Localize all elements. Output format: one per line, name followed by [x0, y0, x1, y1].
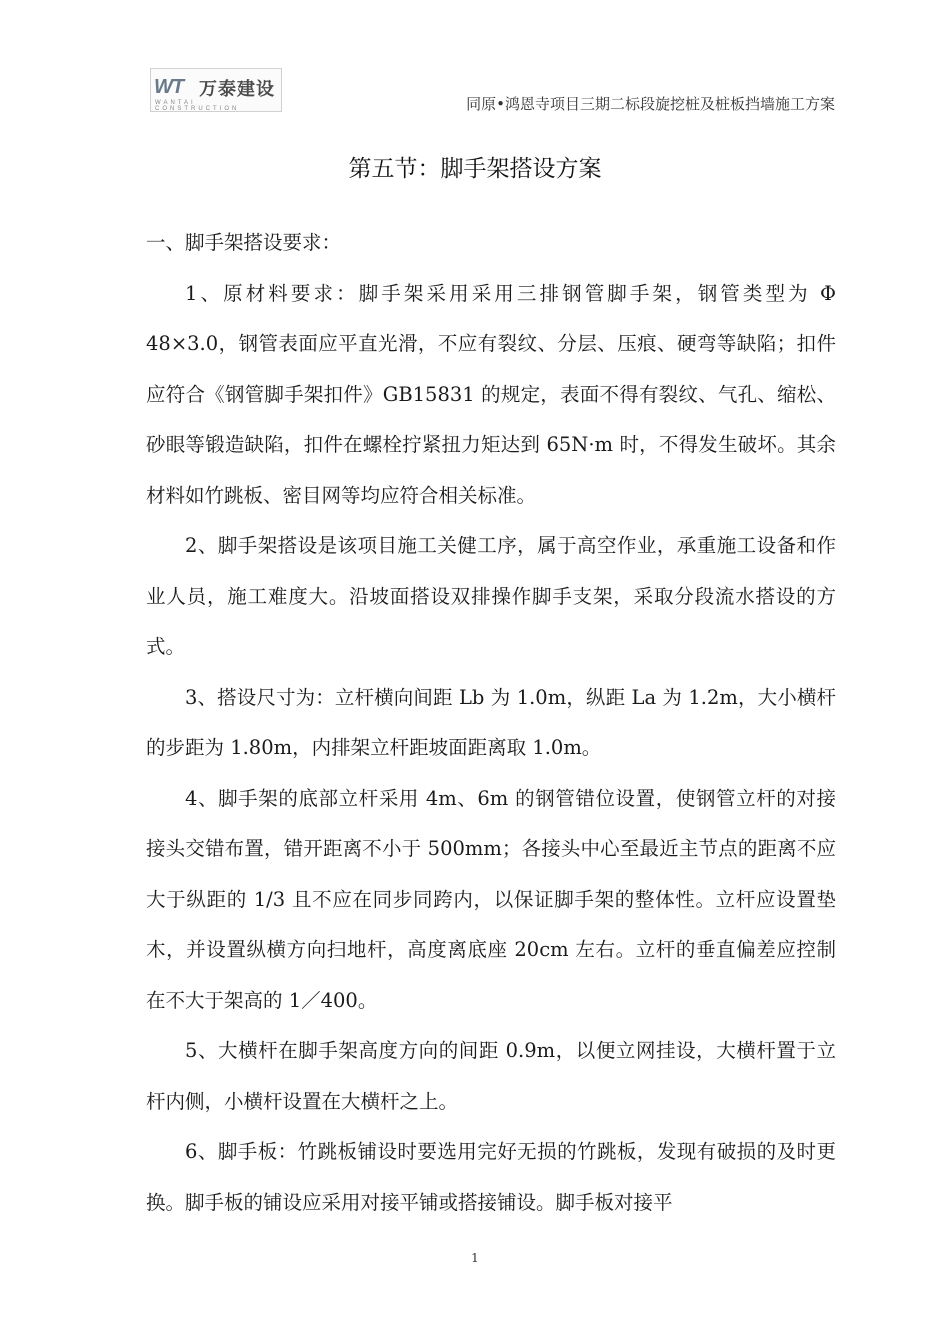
paragraph-dimensions: 3、搭设尺寸为：立杆横向间距 Lb 为 1.0m，纵距 La 为 1.2m，大小横杆的步距为 1.80m，内排架立杆距坡面距离取 1.0m。 [146, 685, 836, 759]
logo-company-name: 万泰建设 [199, 79, 275, 100]
subsection-heading: 一、脚手架搭设要求： [146, 231, 342, 254]
paragraph-upright-poles: 4、脚手架的底部立杆采用 4m、6m 的钢管错位设置，使钢管立杆的对接接头交错布置，错开距离不小于 500mm；各接头中心至最近主节点的距离不应大于纵距的 1/3 且不应在同步同跨内，以保证脚手架的整体性。立杆应设置垫木，并设置纵横方向扫地杆，高度离底座 20cm 左右。立杆的垂直偏差应控制在不大于架高的 1／400。 [146, 786, 836, 1012]
paragraph-scaffold-boards: 6、脚手板：竹跳板铺设时要选用完好无损的竹跳板，发现有破损的及时更换。脚手板的铺设应采用对接平铺或搭接铺设。脚手板对接平 [146, 1140, 836, 1214]
paragraph-horizontal-bars: 5、大横杆在脚手架高度方向的间距 0.9m，以便立网挂设，大横杆置于立杆内侧，小横杆设置在大横杆之上。 [146, 1039, 836, 1113]
logo-mark: WT [154, 76, 184, 98]
page-number: 1 [471, 1251, 479, 1265]
running-header: 同原•鸿恩寺项目三期二标段旋挖桩及桩板挡墙施工方案 [466, 95, 835, 113]
document-body [146, 218, 836, 1228]
paragraph-materials: 1、原材料要求：脚手架采用采用三排钢管脚手架，钢管类型为 Φ 48×3.0，钢管表面应平直光滑，不应有裂纹、分层、压痕、硬弯等缺陷；扣件应符合《钢管脚手架扣件》GB15831 的规定，表面不得有裂纹、气孔、缩松、砂眼等锻造缺陷，扣件在螺栓拧紧扭力矩达到 65N·m 时，不得发生破坏。其余材料如竹跳板、密目网等均应符合相关标准。 [146, 281, 836, 507]
paragraph-key-process: 2、脚手架搭设是该项目施工关健工序，属于高空作业，承重施工设备和作业人员，施工难度大。沿坡面搭设双排操作脚手支架，采取分段流水搭设的方式。 [146, 534, 836, 658]
section-title: 第五节：脚手架搭设方案 [348, 156, 602, 182]
logo-subtitle: WANTAI CONSTRUCTION [155, 100, 240, 112]
company-logo [150, 68, 282, 112]
